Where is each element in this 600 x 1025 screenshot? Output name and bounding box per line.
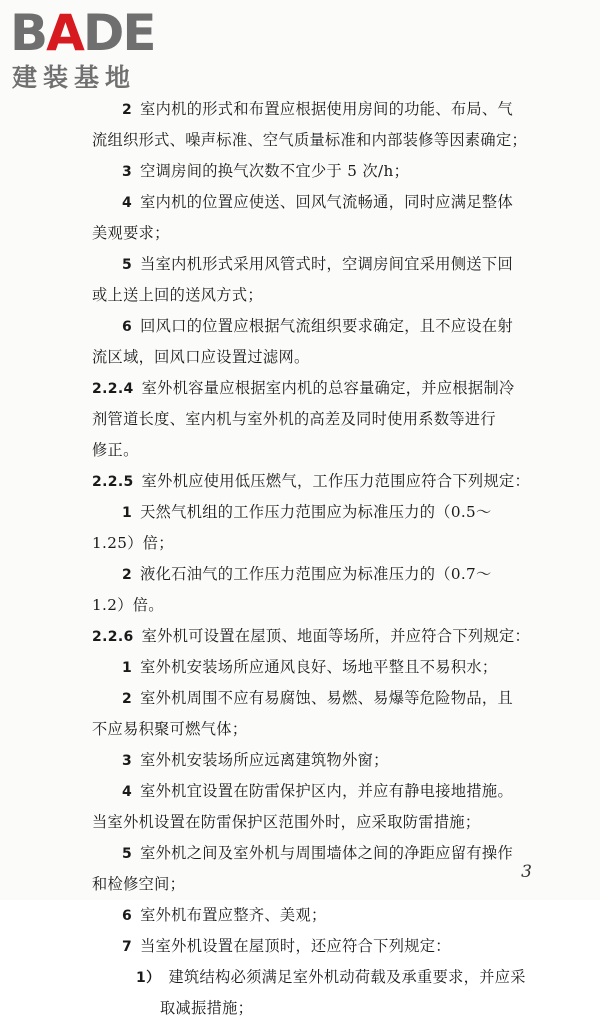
- line-text: 1.2）倍。: [92, 596, 164, 614]
- line-text: 室外机布置应整齐、美观；: [140, 906, 327, 924]
- text-line: [92, 745, 538, 776]
- line-text: 室外机应使用低压燃气，工作压力范围应符合下列规定：: [141, 472, 531, 490]
- line-text: 当室外机设置在防雷保护区范围外时，应采取防雷措施；: [92, 813, 481, 831]
- item-number: 7: [122, 939, 133, 955]
- line-text: 室外机安装场所应通风良好、场地平整且不易积水；: [140, 658, 498, 676]
- subitem-number: 1）: [136, 970, 161, 986]
- line-text: 流区域，回风口应设置过滤网。: [92, 348, 310, 366]
- text-line: [92, 714, 538, 745]
- text-line: [92, 900, 538, 931]
- item-number: 1: [122, 505, 133, 521]
- text-line: [92, 311, 538, 342]
- line-text: 室外机周围不应有易腐蚀、易燃、易爆等危险物品，且: [140, 689, 513, 707]
- line-text: 取减振措施；: [160, 999, 254, 1017]
- text-line: [92, 218, 538, 249]
- line-text: 回风口的位置应根据气流组织要求确定，且不应设在射: [140, 317, 513, 335]
- logo-letter-a: A: [46, 4, 83, 62]
- item-number: 5: [122, 846, 133, 862]
- text-line: [92, 962, 538, 993]
- item-number: 1: [122, 660, 133, 676]
- text-line: [92, 807, 538, 838]
- text-line: [92, 993, 538, 1024]
- item-number: 2: [122, 567, 133, 583]
- line-text: 和检修空间；: [92, 875, 186, 893]
- text-line: [92, 528, 538, 559]
- logo-wordmark: [10, 4, 155, 62]
- item-number: 3: [122, 753, 133, 769]
- line-text: 剂管道长度、室内机与室外机的高差及同时使用系数等进行: [92, 410, 496, 428]
- text-line: [92, 931, 538, 962]
- line-text: 当室内机形式采用风管式时，空调房间宜采用侧送下回: [140, 255, 513, 273]
- line-text: 室外机安装场所应远离建筑物外窗；: [140, 751, 389, 769]
- text-line: [92, 466, 538, 497]
- text-line: [92, 156, 538, 187]
- logo-subtitle: 建装基地: [12, 63, 137, 92]
- bade-logo: [10, 4, 180, 92]
- text-line: [92, 497, 538, 528]
- line-text: 或上送上回的送风方式；: [92, 286, 263, 304]
- text-line: [92, 776, 538, 807]
- text-line: [92, 404, 538, 435]
- text-line: [92, 125, 538, 156]
- text-line: [92, 652, 538, 683]
- line-text: 不应易积聚可燃气体；: [92, 720, 248, 738]
- line-text: 美观要求；: [92, 224, 170, 242]
- logo-letters-de: DE: [82, 4, 155, 62]
- clause-number: 2.2.5: [92, 474, 134, 490]
- text-line: [92, 373, 538, 404]
- line-text: 当室外机设置在屋顶时，还应符合下列规定：: [140, 937, 451, 955]
- item-number: 4: [122, 195, 133, 211]
- line-text: 建筑结构必须满足室外机动荷载及承重要求，并应采: [168, 968, 526, 986]
- line-text: 1.25）倍；: [92, 534, 174, 552]
- line-text: 天然气机组的工作压力范围应为标准压力的（0.5～: [140, 503, 492, 521]
- line-text: 室内机的位置应使送、回风气流畅通，同时应满足整体: [140, 193, 513, 211]
- logo-letter-b: B: [10, 4, 47, 62]
- clause-number: 2.2.4: [92, 381, 134, 397]
- text-line: [92, 187, 538, 218]
- text-line: [92, 869, 538, 900]
- line-text: 空调房间的换气次数不宜少于 5 次/h；: [140, 162, 410, 180]
- text-line: [92, 280, 538, 311]
- line-text: 修正。: [92, 441, 139, 459]
- line-text: 室外机宜设置在防雷保护区内，并应有静电接地措施。: [140, 782, 513, 800]
- line-text: 室内机的形式和布置应根据使用房间的功能、布局、气: [140, 100, 513, 118]
- line-text: 室外机之间及室外机与周围墙体之间的净距应留有操作: [140, 844, 513, 862]
- text-line: [92, 683, 538, 714]
- line-text: 室外机容量应根据室内机的总容量确定，并应根据制冷: [141, 379, 515, 397]
- text-line: [92, 838, 538, 869]
- text-line: [92, 559, 538, 590]
- clause-number: 2.2.6: [92, 629, 134, 645]
- line-text: 流组织形式、噪声标准、空气质量标准和内部装修等因素确定；: [92, 131, 528, 149]
- text-line: [92, 249, 538, 280]
- item-number: 3: [122, 164, 133, 180]
- text-line: [92, 590, 538, 621]
- document-body: [92, 94, 538, 1024]
- item-number: 5: [122, 257, 133, 273]
- text-line: [92, 342, 538, 373]
- item-number: 4: [122, 784, 133, 800]
- page-number: 3: [521, 862, 532, 882]
- text-line: [92, 435, 538, 466]
- text-line: [92, 621, 538, 652]
- item-number: 2: [122, 691, 133, 707]
- item-number: 2: [122, 102, 133, 118]
- item-number: 6: [122, 908, 133, 924]
- line-text: 液化石油气的工作压力范围应为标准压力的（0.7～: [140, 565, 492, 583]
- item-number: 6: [122, 319, 133, 335]
- text-line: [92, 94, 538, 125]
- line-text: 室外机可设置在屋顶、地面等场所，并应符合下列规定：: [141, 627, 531, 645]
